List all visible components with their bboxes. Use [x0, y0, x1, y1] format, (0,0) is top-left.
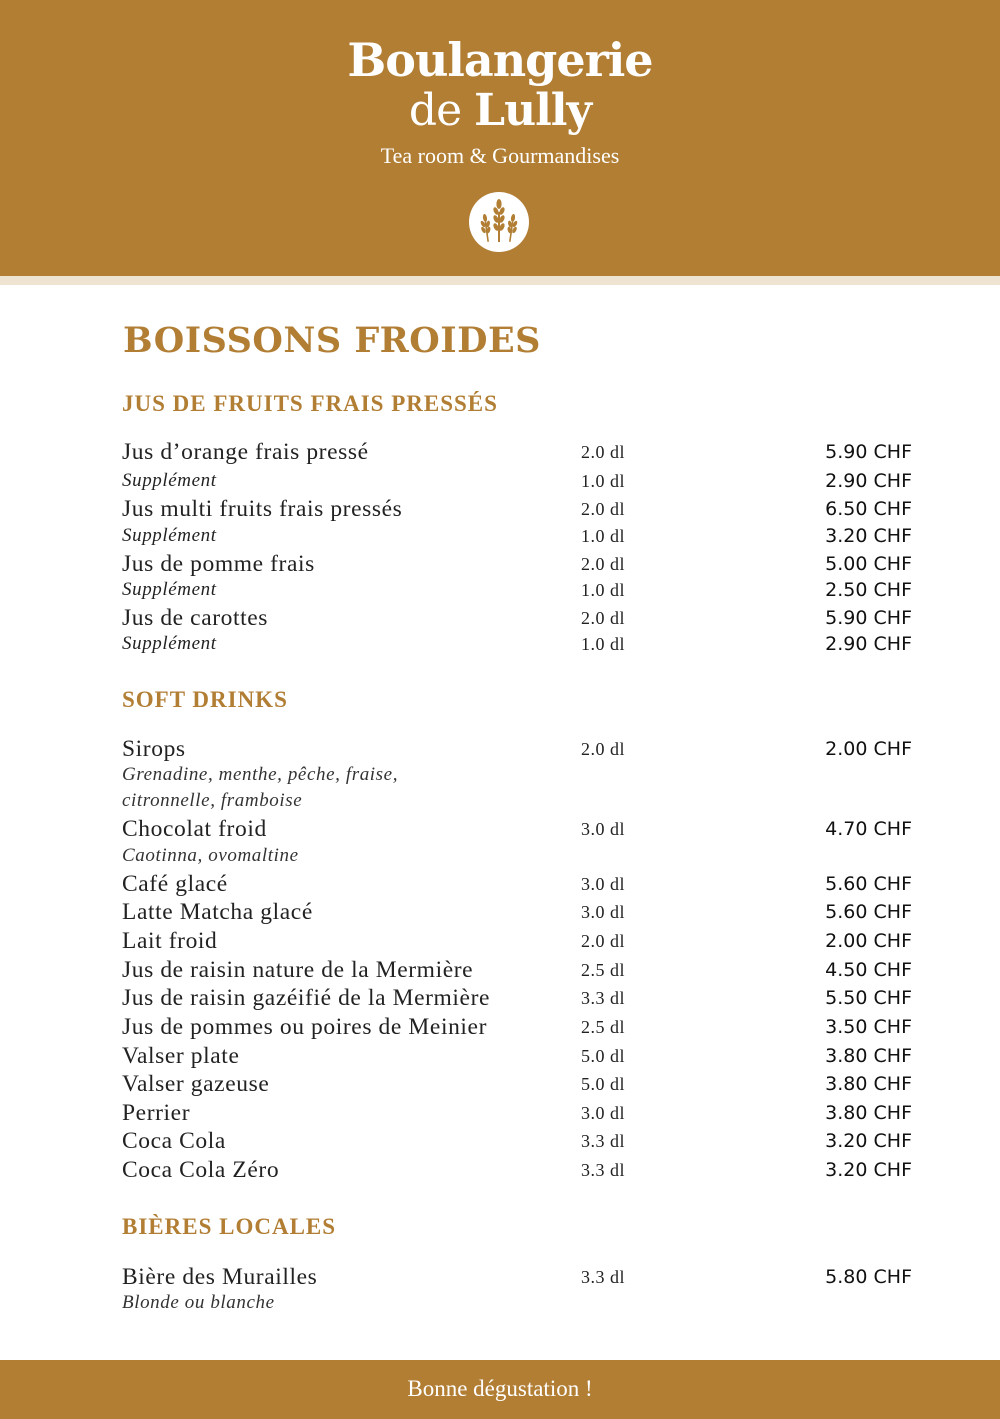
item-name: Coca Cola Zéro — [122, 1157, 280, 1183]
item-price: 3.20 CHF — [825, 525, 912, 547]
brand-subname — [0, 84, 1000, 138]
item-volume: 3.3 dl — [581, 1160, 626, 1180]
item-volume: 3.0 dl — [581, 819, 626, 839]
menu-item — [0, 983, 1000, 1013]
menu-item — [0, 869, 1000, 899]
item-name: Café glacé — [122, 871, 228, 897]
brand-name: Boulangerie — [347, 33, 653, 87]
item-price: 3.50 CHF — [825, 1016, 912, 1038]
brand-subname-prefix: de — [408, 85, 462, 136]
menu-item — [0, 1069, 1000, 1099]
item-price: 5.80 CHF — [825, 1266, 912, 1288]
menu-item — [0, 897, 1000, 927]
item-price: 6.50 CHF — [825, 498, 912, 520]
item-name: Valser gazeuse — [122, 1071, 270, 1097]
item-name: Supplément — [122, 470, 217, 491]
menu-item — [0, 1262, 1000, 1292]
brand-subname-bold: Lully — [474, 85, 592, 136]
menu-item-supplement — [0, 629, 1000, 659]
item-volume: 2.0 dl — [581, 554, 626, 574]
item-volume: 5.0 dl — [581, 1046, 626, 1066]
item-price: 2.90 CHF — [825, 470, 912, 492]
item-name: Supplément — [122, 525, 217, 546]
item-price: 5.50 CHF — [825, 987, 912, 1009]
item-price: 3.20 CHF — [825, 1159, 912, 1181]
item-description: Grenadine, menthe, pêche, fraise, — [122, 764, 399, 785]
item-volume: 3.0 dl — [581, 1103, 626, 1123]
item-name: Jus de carottes — [122, 605, 269, 631]
menu-item — [0, 814, 1000, 844]
menu-item — [0, 926, 1000, 956]
item-name: Jus de raisin nature de la Mermière — [122, 957, 474, 983]
logo-badge — [469, 192, 529, 252]
item-volume: 2.0 dl — [581, 931, 626, 951]
item-name: Jus d’orange frais pressé — [122, 439, 369, 465]
item-name: Jus de pommes ou poires de Meinier — [122, 1014, 488, 1040]
item-name: Valser plate — [122, 1043, 240, 1069]
item-name: Supplément — [122, 579, 217, 600]
tagline: Tea room & Gourmandises — [380, 143, 620, 168]
section-title-beers: BIÈRES LOCALES — [122, 1214, 337, 1239]
item-volume: 5.0 dl — [581, 1074, 626, 1094]
item-volume: 2.5 dl — [581, 1017, 626, 1037]
item-description: citronnelle, framboise — [122, 790, 303, 811]
section-title-juices: JUS DE FRUITS FRAIS PRESSÉS — [122, 391, 498, 416]
item-name: Lait froid — [122, 928, 218, 954]
item-volume: 1.0 dl — [581, 526, 626, 546]
item-name: Sirops — [122, 736, 186, 762]
item-description: Blonde ou blanche — [122, 1292, 275, 1313]
item-price: 3.20 CHF — [825, 1130, 912, 1152]
item-price: 3.80 CHF — [825, 1073, 912, 1095]
item-volume: 2.5 dl — [581, 960, 626, 980]
item-price: 5.90 CHF — [825, 607, 912, 629]
item-volume: 3.3 dl — [581, 988, 626, 1008]
item-price: 5.60 CHF — [825, 873, 912, 895]
item-price: 3.80 CHF — [825, 1102, 912, 1124]
item-price: 5.90 CHF — [825, 441, 912, 463]
item-volume: 1.0 dl — [581, 634, 626, 654]
item-volume: 2.0 dl — [581, 739, 626, 759]
item-price: 2.00 CHF — [825, 738, 912, 760]
item-name: Jus de raisin gazéifié de la Mermière — [122, 985, 491, 1011]
footer-banner — [0, 1360, 1000, 1419]
item-price: 2.00 CHF — [825, 930, 912, 952]
item-name: Jus de pomme frais — [122, 551, 315, 577]
item-volume: 3.3 dl — [581, 1131, 626, 1151]
menu-item — [0, 494, 1000, 524]
item-price: 4.70 CHF — [825, 818, 912, 840]
wheat-icon — [469, 192, 529, 252]
footer-text: Bonne dégustation ! — [407, 1376, 593, 1401]
item-volume: 3.0 dl — [581, 902, 626, 922]
item-price: 4.50 CHF — [825, 959, 912, 981]
item-volume: 1.0 dl — [581, 471, 626, 491]
menu-item — [0, 437, 1000, 467]
item-description: Caotinna, ovomaltine — [122, 845, 299, 866]
item-price: 3.80 CHF — [825, 1045, 912, 1067]
item-name: Supplément — [122, 633, 217, 654]
item-volume: 1.0 dl — [581, 580, 626, 600]
item-name: Bière des Murailles — [122, 1264, 318, 1290]
item-price: 2.90 CHF — [825, 633, 912, 655]
item-name: Chocolat froid — [122, 816, 267, 842]
menu-item-supplement — [0, 466, 1000, 496]
item-name: Perrier — [122, 1100, 191, 1126]
item-volume: 3.0 dl — [581, 874, 626, 894]
menu-item — [0, 955, 1000, 985]
item-volume: 2.0 dl — [581, 442, 626, 462]
menu-item-supplement — [0, 521, 1000, 551]
header-banner — [0, 0, 1000, 276]
item-name: Coca Cola — [122, 1128, 226, 1154]
header-divider — [0, 276, 1000, 285]
item-price: 5.60 CHF — [825, 901, 912, 923]
menu-item — [0, 1098, 1000, 1128]
item-price: 5.00 CHF — [825, 553, 912, 575]
section-title-soft-drinks: SOFT DRINKS — [122, 687, 288, 712]
menu-title: BOISSONS FROIDES — [123, 320, 541, 361]
item-price: 2.50 CHF — [825, 579, 912, 601]
menu-item — [0, 1012, 1000, 1042]
menu-item — [0, 1126, 1000, 1156]
menu-item-supplement — [0, 575, 1000, 605]
menu-item — [0, 1041, 1000, 1071]
item-volume: 2.0 dl — [581, 608, 626, 628]
menu-item — [0, 734, 1000, 764]
item-name: Latte Matcha glacé — [122, 899, 313, 925]
item-name: Jus multi fruits frais pressés — [122, 496, 403, 522]
item-volume: 3.3 dl — [581, 1267, 626, 1287]
menu-item — [0, 1155, 1000, 1185]
item-volume: 2.0 dl — [581, 499, 626, 519]
